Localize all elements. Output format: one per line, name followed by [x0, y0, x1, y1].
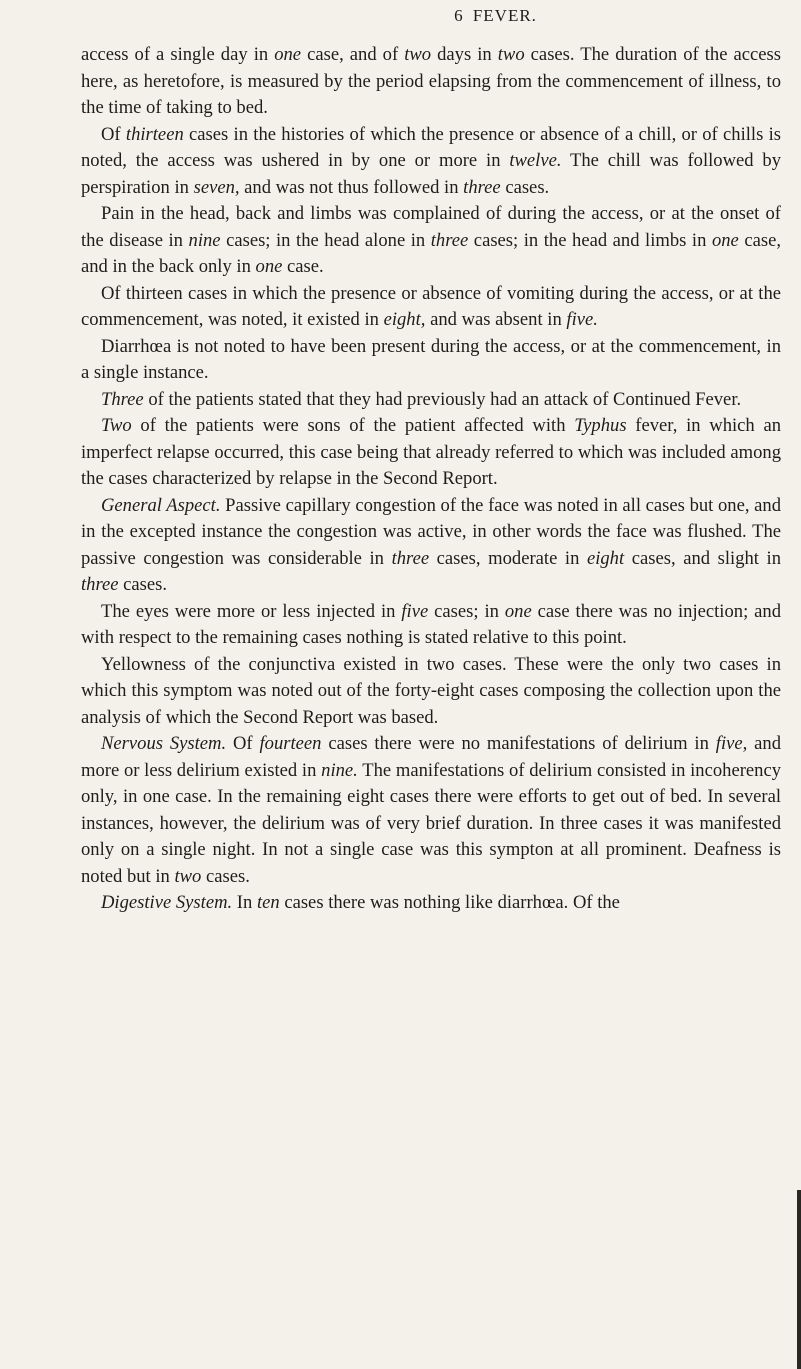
paragraph — [81, 201, 781, 281]
text-run: case. — [282, 256, 324, 277]
text-run: and more or less delirium existed in — [81, 733, 781, 781]
text-run: cases; in the head and limbs in — [468, 229, 712, 251]
italic-text: eight — [586, 547, 625, 569]
text-run: cases there was nothing like diarrhœa. Of the — [279, 892, 620, 913]
italic-text: seven, — [193, 176, 240, 198]
italic-text: five, — [715, 733, 748, 754]
italic-text: three — [463, 176, 501, 198]
text-run: The eyes were more or less injected in — [101, 600, 402, 622]
italic-text: nine. — [321, 759, 358, 781]
text-run: The chill was followed by perspiration in — [81, 150, 781, 198]
italic-text: one — [711, 229, 739, 251]
text-run: Diarrhœa is not noted to have been present during the access, or at the commencement, in a single instance. — [81, 335, 781, 383]
text-run: cases; in — [428, 600, 505, 622]
italic-text: two — [497, 44, 525, 65]
page-edge-shadow — [797, 1190, 801, 1369]
italic-text: nine — [188, 229, 221, 251]
text-run: Of — [226, 733, 260, 754]
paragraph — [81, 599, 781, 652]
text-run: cases, moderate in — [429, 547, 587, 569]
italic-text: one — [255, 256, 283, 277]
text-run: days in — [431, 44, 498, 65]
text-run: cases. — [201, 865, 250, 887]
text-run: Passive capillary congestion of the face was noted in all cases but one, and in the excepted instance the congestion was active, in other words the face was flushed. The passive congestion was considerable in — [81, 494, 782, 569]
paragraph — [81, 281, 781, 334]
text-run: case, and of — [301, 44, 405, 65]
paragraph — [81, 122, 781, 202]
text-run: In — [232, 892, 257, 913]
text-run: fever, in which an imperfect relapse occurred, this case being that already referred to which was included among the cases characterized by relapse in the Second Report. — [81, 415, 781, 489]
italic-text: three — [430, 229, 469, 251]
text-run: of the patients were sons of the patient affected with — [131, 415, 575, 436]
italic-text: ten — [256, 892, 280, 913]
paragraph — [81, 890, 781, 917]
text-run: Pain in the head, back and limbs was complained of during the access, or at the onset of the disease in — [81, 203, 781, 251]
text-run: The manifestations of delirium consisted in incoherency only, in one case. In the remaining eight cases there were efforts to get out of bed. In several instances, however, the delirium was of very brief duration. In three cases it was manifested only on a single night. In not a single case was this sympton at all prominent. Deafness is noted but in — [81, 759, 781, 887]
text-run: cases. — [118, 574, 168, 595]
italic-text: two — [404, 44, 432, 65]
text-run: cases; in the head alone in — [220, 229, 431, 251]
paragraph — [81, 387, 781, 414]
italic-text: Digestive System. — [101, 892, 233, 913]
italic-text: one — [274, 44, 302, 65]
text-run: Yellowness of the conjunctiva existed in two cases. These were the only two cases in which this symptom was noted out of the forty-eight cases composing the collection upon the analysis of which the Second Report was based. — [81, 653, 781, 728]
text-run: and was not thus followed in — [239, 176, 464, 198]
italic-text: Nervous System. — [101, 733, 227, 754]
body-text — [81, 42, 781, 917]
italic-text: Three — [101, 388, 144, 410]
text-run: cases in the histories of which the presence or absence of a chill, or of chills is noted, the access was ushered in by one or more in — [81, 123, 781, 171]
text-run: case, and in the back only in — [81, 229, 781, 277]
italic-text: General Aspect. — [101, 494, 221, 516]
italic-text: five — [401, 600, 429, 622]
text-run: cases there were no manifestations of delirium in — [321, 733, 716, 754]
text-run: Of — [101, 123, 126, 145]
page-number: 6 — [454, 6, 464, 25]
paragraph — [81, 334, 781, 387]
text-run: and was absent in — [425, 309, 567, 330]
italic-text: Two — [101, 415, 132, 436]
italic-text: two — [174, 865, 202, 887]
italic-text: one — [504, 600, 532, 622]
running-title: FEVER. — [472, 6, 537, 25]
text-run: case there was no injection; and with respect to the remaining cases nothing is stated relative to this point. — [81, 600, 782, 648]
text-run: cases, and slight in — [624, 547, 782, 569]
paragraph — [81, 652, 781, 732]
italic-text: Typhus — [574, 415, 627, 436]
italic-text: thirteen — [125, 123, 184, 145]
italic-text: three — [81, 574, 119, 595]
paragraph — [81, 413, 781, 493]
text-run: cases. The duration of the access here, as heretofore, is measured by the period elapsing from the commencement of illness, to the time of taking to bed. — [81, 44, 781, 118]
paragraph — [81, 493, 781, 599]
italic-text: eight, — [383, 309, 426, 330]
paragraph — [81, 731, 781, 890]
text-run: of the patients stated that they had previously had an attack of Continued Fever. — [143, 388, 742, 410]
italic-text: five. — [566, 309, 598, 330]
paragraph — [81, 42, 781, 122]
italic-text: three — [391, 547, 430, 569]
text-run: cases. — [500, 176, 550, 198]
text-run: Of thirteen cases in which the presence or absence of vomiting during the access, or at the commencement, was noted, it existed in — [81, 282, 781, 330]
italic-text: twelve. — [509, 150, 562, 171]
italic-text: fourteen — [259, 733, 322, 754]
running-head — [0, 6, 801, 26]
text-run: access of a single day in — [81, 44, 275, 65]
